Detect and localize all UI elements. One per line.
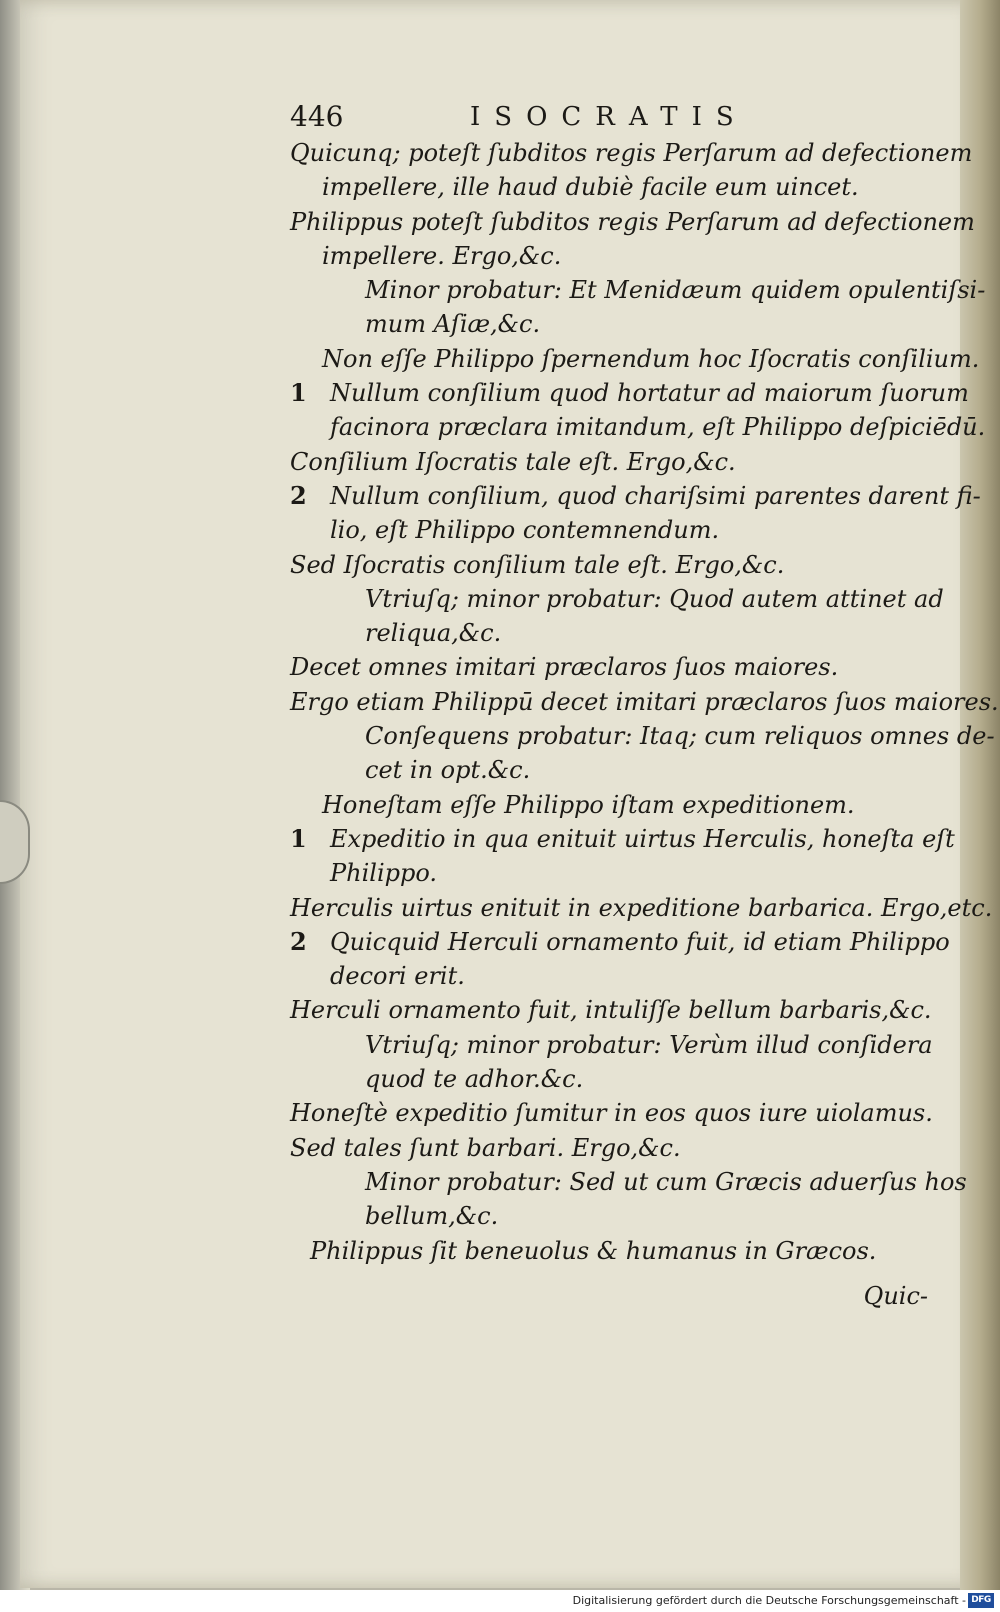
text-lines xyxy=(290,136,999,1268)
page-header xyxy=(290,100,940,136)
line-text: Expeditio in qua enituit uirtus Herculis, honeſta eſt xyxy=(330,824,955,853)
line-text: impellere. Ergo,&c. xyxy=(322,241,562,270)
text-line xyxy=(290,548,940,582)
text-line xyxy=(290,410,986,444)
text-line xyxy=(290,1165,967,1199)
text-line xyxy=(290,788,940,822)
line-text: Vtriuſq; minor probatur: Quod autem attinet ad xyxy=(365,584,944,613)
text-line xyxy=(290,925,950,959)
line-text: reliqua,&c. xyxy=(365,619,502,648)
footer-bar xyxy=(0,1590,1000,1612)
line-text: bellum,&c. xyxy=(365,1202,499,1231)
text-line xyxy=(290,513,940,547)
text-line xyxy=(290,445,940,479)
argument-number: 1 xyxy=(290,823,307,853)
text-line xyxy=(290,856,940,890)
line-text: Decet omnes imitari præclaros ſuos maiores. xyxy=(290,653,839,682)
page-edge-right xyxy=(960,0,1000,1590)
line-text: Vtriuſq; minor probatur: Verùm illud conſidera xyxy=(365,1030,933,1059)
argument-number: 2 xyxy=(290,926,307,956)
text-line xyxy=(290,1131,940,1165)
argument-number: 2 xyxy=(290,480,307,510)
text-line xyxy=(290,342,980,376)
text-line xyxy=(290,993,940,1027)
line-text: Minor probatur: Sed ut cum Græcis aduerſus hos xyxy=(365,1167,967,1196)
line-text: Herculis uirtus enituit in expeditione barbarica. Ergo,etc. xyxy=(290,893,993,922)
line-text: Quicunq; poteſt ſubditos regis Perſarum ad defectionem xyxy=(290,139,973,167)
text-line xyxy=(290,273,986,307)
line-text: Philippo. xyxy=(330,859,438,888)
line-text: impellere, ille haud dubiè facile eum uincet. xyxy=(322,173,859,202)
text-line xyxy=(290,376,969,410)
text-line xyxy=(290,753,940,787)
argument-number: 1 xyxy=(290,378,307,408)
line-text: Sed tales ſunt barbari. Ergo,&c. xyxy=(290,1133,681,1162)
line-text: Honeſtè expeditio ſumitur in eos quos iure uiolamus. xyxy=(290,1099,933,1128)
text-line xyxy=(290,1028,940,1062)
funding-credit: Digitalisierung gefördert durch die Deutsche Forschungsgemeinschaft - xyxy=(572,1594,966,1607)
line-text: Conſequens probatur: Itaq; cum reliquos omnes de- xyxy=(365,722,995,751)
running-head: ISOCRATIS xyxy=(470,102,748,132)
text-line xyxy=(290,822,955,856)
text-line xyxy=(290,170,940,204)
catchword: Quic- xyxy=(863,1281,928,1310)
text-line xyxy=(290,891,993,925)
line-text: lio, eſt Philippo contemnendum. xyxy=(330,516,720,545)
text-line xyxy=(290,136,973,170)
line-text: Quicquid Herculi ornamento fuit, id etiam Philippo xyxy=(330,927,950,956)
line-text: Ergo etiam Philippū decet imitari præclaros ſuos maiores. xyxy=(290,687,999,716)
line-text: Non eſſe Philippo ſpernendum hoc Iſocratis conſilium. xyxy=(322,344,980,373)
text-line xyxy=(290,650,940,684)
line-text: facinora præclara imitandum, eſt Philippo deſpiciēdū. xyxy=(330,413,986,442)
line-text: cet in opt.&c. xyxy=(365,756,531,785)
line-text: Philippus poteſt ſubditos regis Perſarum ad defectionem xyxy=(290,207,975,236)
page-text xyxy=(290,100,999,1316)
line-text: Philippus ſit beneuolus & humanus in Græcos. xyxy=(310,1236,877,1265)
text-line xyxy=(290,1096,940,1130)
page-number: 446 xyxy=(290,100,344,133)
text-line xyxy=(290,479,981,513)
text-line xyxy=(290,1062,940,1096)
line-text: Conſilium Iſocratis tale eſt. Ergo,&c. xyxy=(290,447,736,476)
line-text: Nullum conſilium quod hortatur ad maiorum ſuorum xyxy=(330,379,969,408)
text-line xyxy=(290,959,940,993)
line-text: Nullum conſilium, quod chariſsimi parentes darent fi- xyxy=(330,481,981,510)
line-text: Sed Iſocratis conſilium tale eſt. Ergo,&c. xyxy=(290,550,785,579)
text-line xyxy=(290,685,999,719)
text-line xyxy=(290,1234,940,1268)
dfg-logo: DFG xyxy=(968,1593,994,1608)
text-line xyxy=(290,582,944,616)
text-line xyxy=(290,1199,940,1233)
text-line xyxy=(290,205,975,239)
line-text: Herculi ornamento fuit, intuliſſe bellum barbaris,&c. xyxy=(290,996,932,1025)
line-text: mum Aſiæ,&c. xyxy=(365,310,541,339)
line-text: Honeſtam eſſe Philippo iſtam expeditionem. xyxy=(322,790,855,819)
line-text: quod te adhor.&c. xyxy=(365,1065,584,1094)
line-text: decori erit. xyxy=(330,962,465,991)
text-line xyxy=(290,307,940,341)
text-line xyxy=(290,719,995,753)
text-line xyxy=(290,239,940,273)
line-text: Minor probatur: Et Menidæum quidem opulentiſsi- xyxy=(365,276,986,305)
text-line xyxy=(290,616,940,650)
